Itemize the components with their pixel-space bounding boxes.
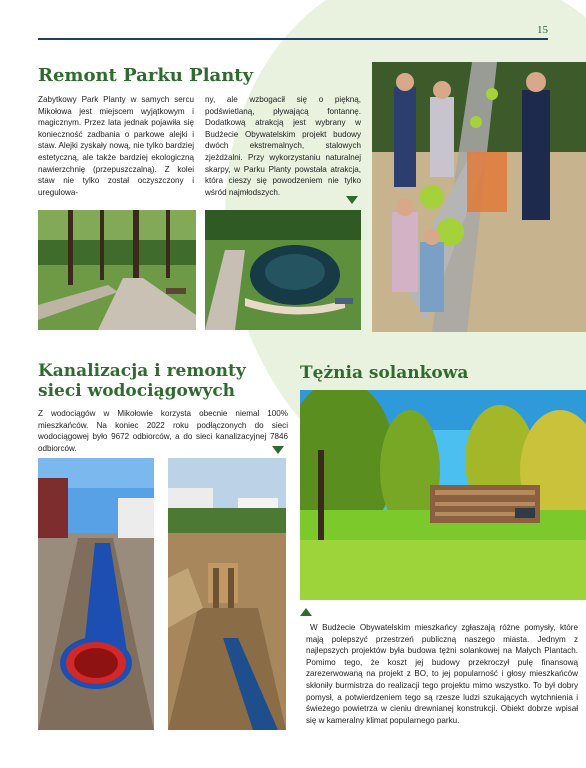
section-title-tower: Tężnia solankowa <box>300 363 469 383</box>
section-title-park: Remont Parku Planty <box>38 65 254 86</box>
page-number: 15 <box>537 24 548 36</box>
sewer-text: Z wodociągów w Mikołowie korzysta obecnie niemal 100% mieszkańców. Na koniec 2022 roku podłączonych do sieci wodociągowej było 9672 odbiorców, a do sieci kanalizacyjnej 7846 odbiorców. <box>38 409 288 453</box>
park-text-col2: ny, ale wzbogacił się o piękną, podświetlaną, pływającą fontannę. Dodatkową atrakcją jest wybrany w Budżecie Obywatelskim projekt budowy dwóch ekstremalnych, stalowych zjeżdżalni. Przy wykorzystaniu naturalnej skarpy, w Parku Planty powstała atrakcja, która cieszy się powodzeniem nie tylko wśród najmłodszych. <box>205 95 361 197</box>
photo-water-pipe <box>38 458 154 730</box>
photo-park-alley <box>38 210 196 330</box>
photo-park-pond <box>205 210 361 330</box>
arrow-down-icon <box>346 196 358 204</box>
park-text-col1: Zabytkowy Park Planty w samych sercu Mikołowa jest miejscem wyjątkowym i magicznym. Przez lata jednak pojawiła się konieczność zadbania o parkowe alejki i staw. Alejki zyskały nową, nie tylko bardziej estetyczną, ale także bardziej ekologiczną nawierzchnię (przepuszczalną). Z kolei staw nie tylko został oczyszczony i uregulowa- <box>38 95 194 197</box>
photo-slide-opening <box>372 62 586 332</box>
header-rule <box>38 38 548 40</box>
arrow-up-icon <box>300 608 312 616</box>
photo-graduation-tower <box>300 390 586 600</box>
section-title-sewer: Kanalizacja i remonty sieci wodociągowych <box>38 361 246 401</box>
tower-text: W Budżecie Obywatelskim mieszkańcy zgłaszają różne pomysły, które mają polepszyć przestrzeń publiczną naszego miasta. Jednym z najlepszych projektów była budowa tężni solankowej na Małych Plantach. Pomimo tego, że koszt jej budowy przekroczył pulę finansową zarezerwowaną na projekt z BO, to jej popularność i głosy mieszkańców skłoniły burmistrza do realizacji tego projektu mimo wszystko. To był dobry pomysł, a potwierdzeniem tego są rzesze ludzi szukających wytchnienia i świeżego powietrza w cieniu drewnianej konstrukcji. Obiekt dobrze wpisał się w kameralny klimat popularnego parku. <box>306 623 578 725</box>
arrow-down-icon <box>272 446 284 454</box>
photo-excavation <box>168 458 286 730</box>
